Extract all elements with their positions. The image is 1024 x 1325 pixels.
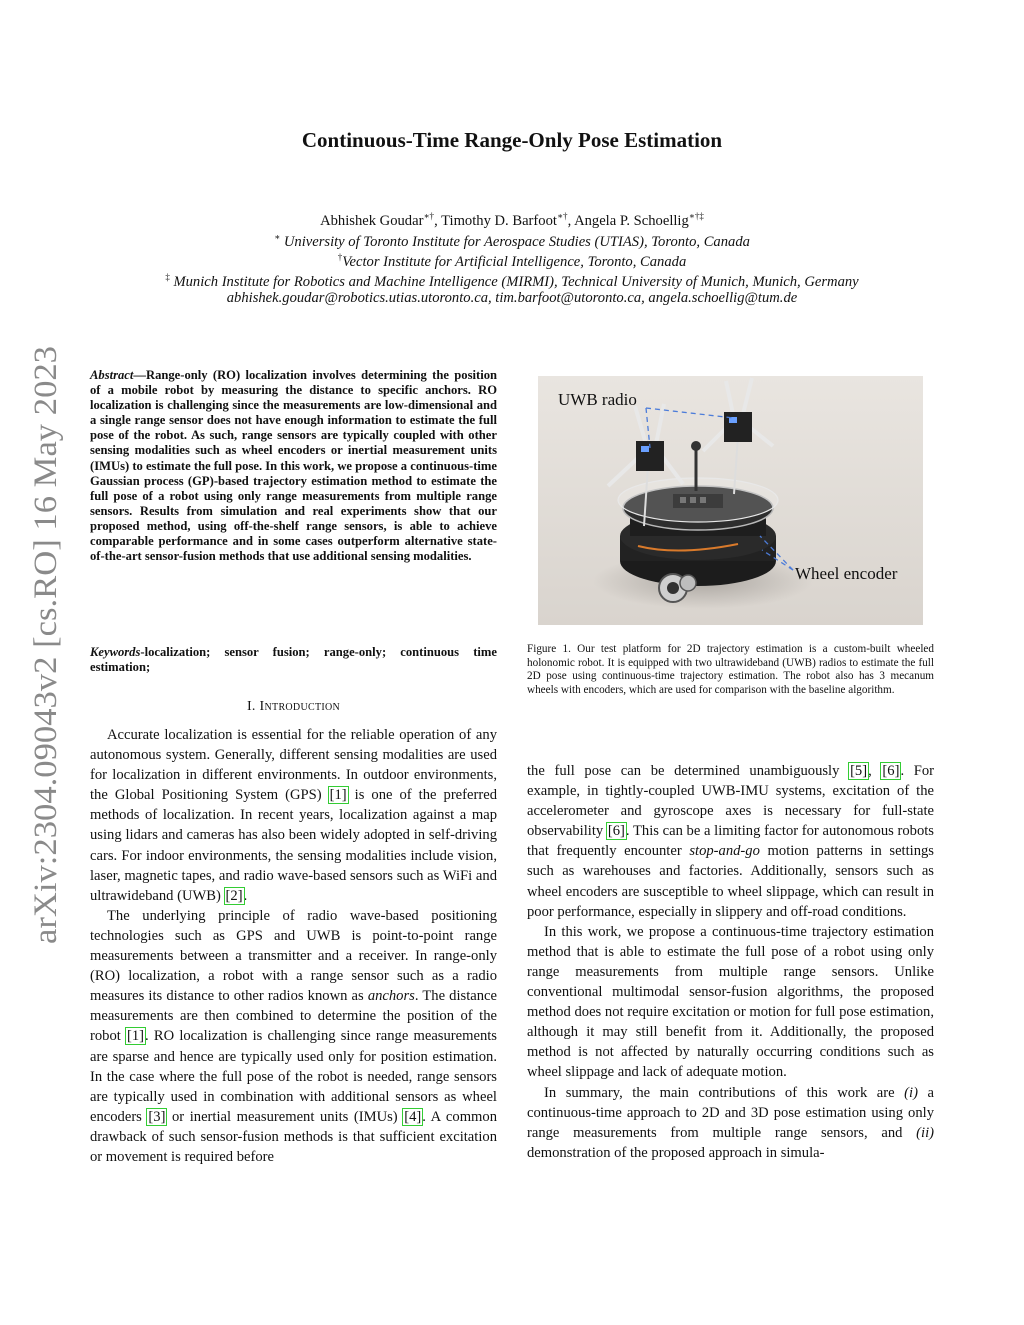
section-title: Introduction — [259, 699, 341, 714]
text-run: In summary, the main contributions of this work are — [544, 1084, 905, 1101]
affiliation-text: Munich Institute for Robotics and Machine Intelligence (MIRMI), Technical University of Munich, Munich, Germany — [173, 274, 859, 290]
figure-robot-photo — [538, 376, 923, 625]
emphasis: anchors — [367, 988, 415, 1005]
affiliation-text: Vector Institute for Artificial Intelligence, Toronto, Canada — [342, 254, 687, 270]
paragraph: In this work, we propose a continuous-time trajectory estimation method that is able to estimate the full pose of a robot using only range measurements from multiple range sensors. Unlike conventional multimodal sensor-fusion algorithms, the proposed method does not require excitation or motion for full pose estimation, although it may still benefit from it. Additionally, the proposed method is not affected by naturally occurring conditions such as wheel slippage and lack of adequate motion. — [527, 923, 934, 1081]
author-name: Angela P. Schoellig — [574, 213, 689, 229]
citation-link[interactable]: [2] — [225, 887, 243, 904]
citation-link[interactable]: [1] — [329, 787, 347, 804]
citation-link[interactable]: [3] — [148, 1108, 166, 1125]
arxiv-identifier-text: arXiv:2304.09043v2 [cs.RO] 16 May 2023 — [28, 373, 64, 944]
citation-link[interactable]: [6] — [607, 823, 625, 840]
citation-link[interactable]: [1] — [127, 1028, 145, 1045]
text-run: . — [243, 887, 248, 904]
support-post-cap — [691, 441, 701, 451]
paragraph — [527, 761, 934, 922]
text-run: The underlying principle of radio wave-based positioning technologies such as GPS and UWB is point-to-point range measurements between a transmitter and a receiver. In range-only (RO) localization, a robot with a range sensor such as a radio measures its distance to other radios known as — [90, 907, 497, 1005]
text-run: . This can be a limiting factor for autonomous robots that frequently encounter — [527, 823, 934, 860]
paragraph — [90, 725, 497, 906]
citation-link[interactable]: [4] — [404, 1108, 422, 1125]
figure-caption: Figure 1. Our test platform for 2D trajectory estimation is a custom-built wheeled holonomic robot. It is equipped with two ultrawideband (UWB) radios to estimate the full 2D pose using continuous-time trajectory estimation. The robot also has 3 mecanum wheels with encoders, which are used for comparison with the baseline algorithm. — [527, 643, 934, 696]
introduction-body — [90, 725, 497, 1167]
section-heading — [90, 699, 497, 715]
right-column-body — [527, 761, 934, 1163]
paragraph — [527, 1083, 934, 1163]
emphasis: stop-and-go — [689, 843, 760, 860]
affiliation-mark: ‡ — [165, 272, 170, 282]
affiliation-mark: † — [337, 252, 343, 262]
affiliation-text: University of Toronto Institute for Aerospace Studies (UTIAS), Toronto, Canada — [283, 234, 750, 250]
text-run: is one of the preferred methods of localization. In recent years, localization against a map using lidars and cameras has also been widely adopted in self-driving cars. For indoor environments, the sensing modalities include vision, laser, magnetic tapes, and radio wave-based sensors such as WiFi and ultrawideband (UWB) — [90, 787, 497, 904]
figure-label-uwb: UWB radio — [558, 390, 637, 409]
abstract-lead: Abstract — [90, 368, 134, 382]
text-run: . For example, in tightly-coupled UWB-IMU systems, excitation of the accelerometer and gyroscope axes is necessary for full-state observability — [527, 763, 935, 840]
author-name: Timothy D. Barfoot — [441, 213, 557, 229]
keywords — [90, 645, 497, 675]
citation-link[interactable]: [6] — [882, 763, 900, 779]
text-run: or inertial measurement units (IMUs) — [166, 1108, 404, 1125]
author-emails: abhishek.goudar@robotics.utias.utoronto.ca, tim.barfoot@utoronto.ca, angela.schoellig@tum.de — [226, 290, 798, 306]
affiliation-mark: ∗ — [274, 232, 281, 242]
keywords-text: -localization; sensor fusion; range-only; continuous time estimation; — [90, 645, 497, 675]
text-run: . RO localization is challenging since range measurements are sparse and hence are typically used only for position estimation. In the case where the full pose of the robot is needed, range sensors are typically used in combination with additional sensors as wheel encoders — [90, 1028, 497, 1125]
chip — [690, 497, 696, 503]
author-list: Abhishek Goudar∗†, Timothy D. Barfoot∗†, Angela P. Schoellig∗†‡ — [320, 211, 704, 229]
text-run: Accurate localization is essential for the reliable operation of any autonomous system. Generally, different sensing modalities are used for localization in different environments. In outdoor environments, the Global Positioning System (GPS) — [90, 727, 497, 804]
author-name: Abhishek Goudar — [320, 213, 424, 229]
text-run: the full pose can be determined unambiguously — [527, 763, 850, 779]
arxiv-identifier — [22, 342, 66, 947]
author-marks: ∗† — [423, 211, 435, 221]
keywords-lead: Keywords — [90, 645, 141, 659]
text-run: motion patterns in settings such as warehouses and factories. Additionally, sensors such as wheel encoders are susceptible to wheel slippage, which can result in poor performance, especially in slippery and off-road conditions. — [527, 843, 934, 920]
emphasis: (i) — [904, 1084, 918, 1101]
text-run: . The distance measurements are then combined to determine the position of the robot — [90, 988, 497, 1045]
chip — [680, 497, 686, 503]
emphasis: (ii) — [916, 1124, 934, 1141]
text-run: , — [868, 763, 882, 779]
figure-label-wheel: Wheel encoder — [795, 564, 898, 583]
paper-title: Continuous-Time Range-Only Pose Estimation — [301, 128, 723, 152]
chip — [700, 497, 706, 503]
author-marks: ∗†‡ — [688, 211, 704, 221]
text-run: a continuous-time approach to 2D and 3D pose estimation using only range measurements from multiple range sensors, and — [527, 1084, 934, 1141]
text-run: . A common drawback of such sensor-fusion methods is that sufficient excitation or movement is required before — [90, 1108, 497, 1165]
citation-link[interactable]: [5] — [850, 763, 868, 779]
text-run: demonstration of the proposed approach in simula- — [527, 1144, 825, 1161]
author-marks: ∗† — [556, 211, 568, 221]
abstract-text: —Range-only (RO) localization involves determining the position of a mobile robot by measuring the distance to specific anchors. RO localization is challenging since the measurements are low-dimensional and a single range sensor does not have enough information to estimate the full pose of the robot. As such, range sensors are typically coupled with other sensing modalities such as wheel encoders or inertial measurement units (IMUs) to estimate the full pose. In this work, we propose a continuous-time Gaussian process (GP)-based trajectory estimation method to estimate the full pose of a robot using only range measurements from multiple range sensors. Results from simulation and real experiments show that our proposed method, using off-the-shelf range sensors, is able to achieve comparable performance and in some cases outperform alternative state-of-the-art sensor-fusion methods that use additional sensing modalities. — [90, 368, 497, 564]
paragraph — [90, 906, 497, 1167]
abstract — [90, 368, 497, 564]
section-numeral: I. — [246, 699, 256, 714]
